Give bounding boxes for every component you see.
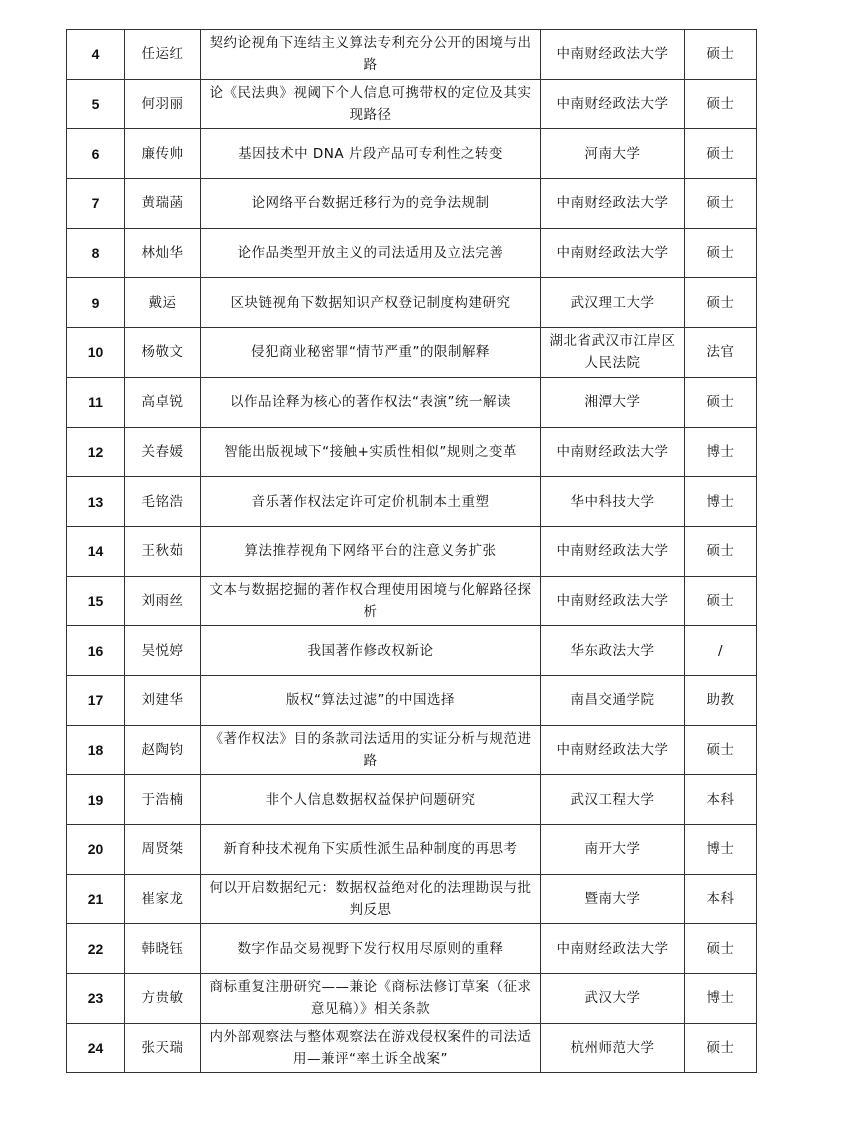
row-number-cell: 19	[67, 775, 125, 825]
table-row	[67, 179, 757, 229]
paper-title-cell: 商标重复注册研究——兼论《商标法修订草案（征求意见稿）》相关条款	[201, 974, 541, 1024]
degree-cell: 硕士	[685, 129, 757, 179]
organization-cell: 华中科技大学	[541, 477, 685, 527]
row-number-cell: 11	[67, 377, 125, 427]
degree-cell: 本科	[685, 874, 757, 924]
degree-cell: 博士	[685, 427, 757, 477]
results-table	[66, 29, 757, 1073]
organization-cell: 中南财经政法大学	[541, 179, 685, 229]
author-name-cell: 黄瑞菡	[125, 179, 201, 229]
table-row	[67, 228, 757, 278]
degree-cell: 博士	[685, 477, 757, 527]
author-name-cell: 于浩楠	[125, 775, 201, 825]
organization-cell: 中南财经政法大学	[541, 526, 685, 576]
degree-cell: 法官	[685, 328, 757, 378]
author-name-cell: 周贤桀	[125, 825, 201, 875]
paper-title-cell: 论作品类型开放主义的司法适用及立法完善	[201, 228, 541, 278]
author-name-cell: 王秋茹	[125, 526, 201, 576]
organization-cell: 中南财经政法大学	[541, 576, 685, 626]
organization-cell: 中南财经政法大学	[541, 725, 685, 775]
row-number-cell: 14	[67, 526, 125, 576]
table-row	[67, 30, 757, 80]
table-row	[67, 129, 757, 179]
row-number-cell: 23	[67, 974, 125, 1024]
table-row	[67, 427, 757, 477]
table-row	[67, 377, 757, 427]
row-number-cell: 20	[67, 825, 125, 875]
table-row	[67, 924, 757, 974]
paper-title-cell: 文本与数据挖掘的著作权合理使用困境与化解路径探析	[201, 576, 541, 626]
paper-title-cell: 数字作品交易视野下发行权用尽原则的重释	[201, 924, 541, 974]
organization-cell: 杭州师范大学	[541, 1023, 685, 1073]
organization-cell: 南昌交通学院	[541, 675, 685, 725]
table-row	[67, 626, 757, 676]
organization-cell: 南开大学	[541, 825, 685, 875]
author-name-cell: 何羽丽	[125, 79, 201, 129]
organization-cell: 华东政法大学	[541, 626, 685, 676]
row-number-cell: 8	[67, 228, 125, 278]
paper-title-cell: 论《民法典》视阈下个人信息可携带权的定位及其实现路径	[201, 79, 541, 129]
degree-cell: 硕士	[685, 228, 757, 278]
degree-cell: 硕士	[685, 30, 757, 80]
paper-title-cell: 以作品诠释为核心的著作权法“表演”统一解读	[201, 377, 541, 427]
paper-title-cell: 契约论视角下连结主义算法专利充分公开的困境与出路	[201, 30, 541, 80]
degree-cell: 助教	[685, 675, 757, 725]
paper-title-cell: 我国著作修改权新论	[201, 626, 541, 676]
paper-title-cell: 版权“算法过滤”的中国选择	[201, 675, 541, 725]
paper-title-cell: 音乐著作权法定许可定价机制本土重塑	[201, 477, 541, 527]
row-number-cell: 13	[67, 477, 125, 527]
author-name-cell: 杨敬文	[125, 328, 201, 378]
row-number-cell: 9	[67, 278, 125, 328]
paper-title-cell: 新育种技术视角下实质性派生品种制度的再思考	[201, 825, 541, 875]
author-name-cell: 关春媛	[125, 427, 201, 477]
table-row	[67, 825, 757, 875]
degree-cell: 硕士	[685, 79, 757, 129]
results-table-body	[67, 30, 757, 1073]
organization-cell: 武汉工程大学	[541, 775, 685, 825]
organization-cell: 暨南大学	[541, 874, 685, 924]
table-row	[67, 477, 757, 527]
table-row	[67, 328, 757, 378]
degree-cell: 硕士	[685, 179, 757, 229]
degree-cell: 硕士	[685, 576, 757, 626]
paper-title-cell: 论网络平台数据迁移行为的竞争法规制	[201, 179, 541, 229]
table-row	[67, 775, 757, 825]
degree-cell: 硕士	[685, 526, 757, 576]
author-name-cell: 刘雨丝	[125, 576, 201, 626]
row-number-cell: 4	[67, 30, 125, 80]
paper-title-cell: 侵犯商业秘密罪“情节严重”的限制解释	[201, 328, 541, 378]
organization-cell: 武汉理工大学	[541, 278, 685, 328]
author-name-cell: 任运红	[125, 30, 201, 80]
row-number-cell: 16	[67, 626, 125, 676]
table-row	[67, 874, 757, 924]
table-row	[67, 1023, 757, 1073]
organization-cell: 武汉大学	[541, 974, 685, 1024]
table-row	[67, 576, 757, 626]
paper-title-cell: 何以开启数据纪元：数据权益绝对化的法理勘误与批判反思	[201, 874, 541, 924]
table-row	[67, 79, 757, 129]
row-number-cell: 7	[67, 179, 125, 229]
degree-cell: 硕士	[685, 924, 757, 974]
row-number-cell: 18	[67, 725, 125, 775]
degree-cell: 硕士	[685, 1023, 757, 1073]
organization-cell: 湖北省武汉市江岸区人民法院	[541, 328, 685, 378]
organization-cell: 中南财经政法大学	[541, 79, 685, 129]
degree-cell: 硕士	[685, 278, 757, 328]
author-name-cell: 吴悦婷	[125, 626, 201, 676]
degree-cell: 博士	[685, 974, 757, 1024]
row-number-cell: 17	[67, 675, 125, 725]
author-name-cell: 林灿华	[125, 228, 201, 278]
degree-cell: 博士	[685, 825, 757, 875]
table-row	[67, 974, 757, 1024]
row-number-cell: 12	[67, 427, 125, 477]
author-name-cell: 崔家龙	[125, 874, 201, 924]
table-row	[67, 278, 757, 328]
author-name-cell: 廉传帅	[125, 129, 201, 179]
table-row	[67, 526, 757, 576]
table-row	[67, 675, 757, 725]
row-number-cell: 6	[67, 129, 125, 179]
paper-title-cell: 区块链视角下数据知识产权登记制度构建研究	[201, 278, 541, 328]
row-number-cell: 24	[67, 1023, 125, 1073]
author-name-cell: 高卓锐	[125, 377, 201, 427]
author-name-cell: 张天瑞	[125, 1023, 201, 1073]
author-name-cell: 方贵敏	[125, 974, 201, 1024]
degree-cell: 硕士	[685, 725, 757, 775]
row-number-cell: 15	[67, 576, 125, 626]
author-name-cell: 戴运	[125, 278, 201, 328]
paper-title-cell: 算法推荐视角下网络平台的注意义务扩张	[201, 526, 541, 576]
paper-title-cell: 非个人信息数据权益保护问题研究	[201, 775, 541, 825]
paper-title-cell: 基因技术中 DNA 片段产品可专利性之转变	[201, 129, 541, 179]
paper-title-cell: 内外部观察法与整体观察法在游戏侵权案件的司法适用—兼评“率土诉全战案”	[201, 1023, 541, 1073]
row-number-cell: 10	[67, 328, 125, 378]
author-name-cell: 毛铭浩	[125, 477, 201, 527]
organization-cell: 中南财经政法大学	[541, 924, 685, 974]
row-number-cell: 5	[67, 79, 125, 129]
row-number-cell: 21	[67, 874, 125, 924]
paper-title-cell: 《著作权法》目的条款司法适用的实证分析与规范进路	[201, 725, 541, 775]
organization-cell: 河南大学	[541, 129, 685, 179]
author-name-cell: 赵陶钧	[125, 725, 201, 775]
author-name-cell: 刘建华	[125, 675, 201, 725]
table-row	[67, 725, 757, 775]
degree-cell: 本科	[685, 775, 757, 825]
degree-cell: /	[685, 626, 757, 676]
author-name-cell: 韩晓钰	[125, 924, 201, 974]
organization-cell: 湘潭大学	[541, 377, 685, 427]
organization-cell: 中南财经政法大学	[541, 30, 685, 80]
degree-cell: 硕士	[685, 377, 757, 427]
organization-cell: 中南财经政法大学	[541, 228, 685, 278]
row-number-cell: 22	[67, 924, 125, 974]
organization-cell: 中南财经政法大学	[541, 427, 685, 477]
paper-title-cell: 智能出版视域下“接触+实质性相似”规则之变革	[201, 427, 541, 477]
